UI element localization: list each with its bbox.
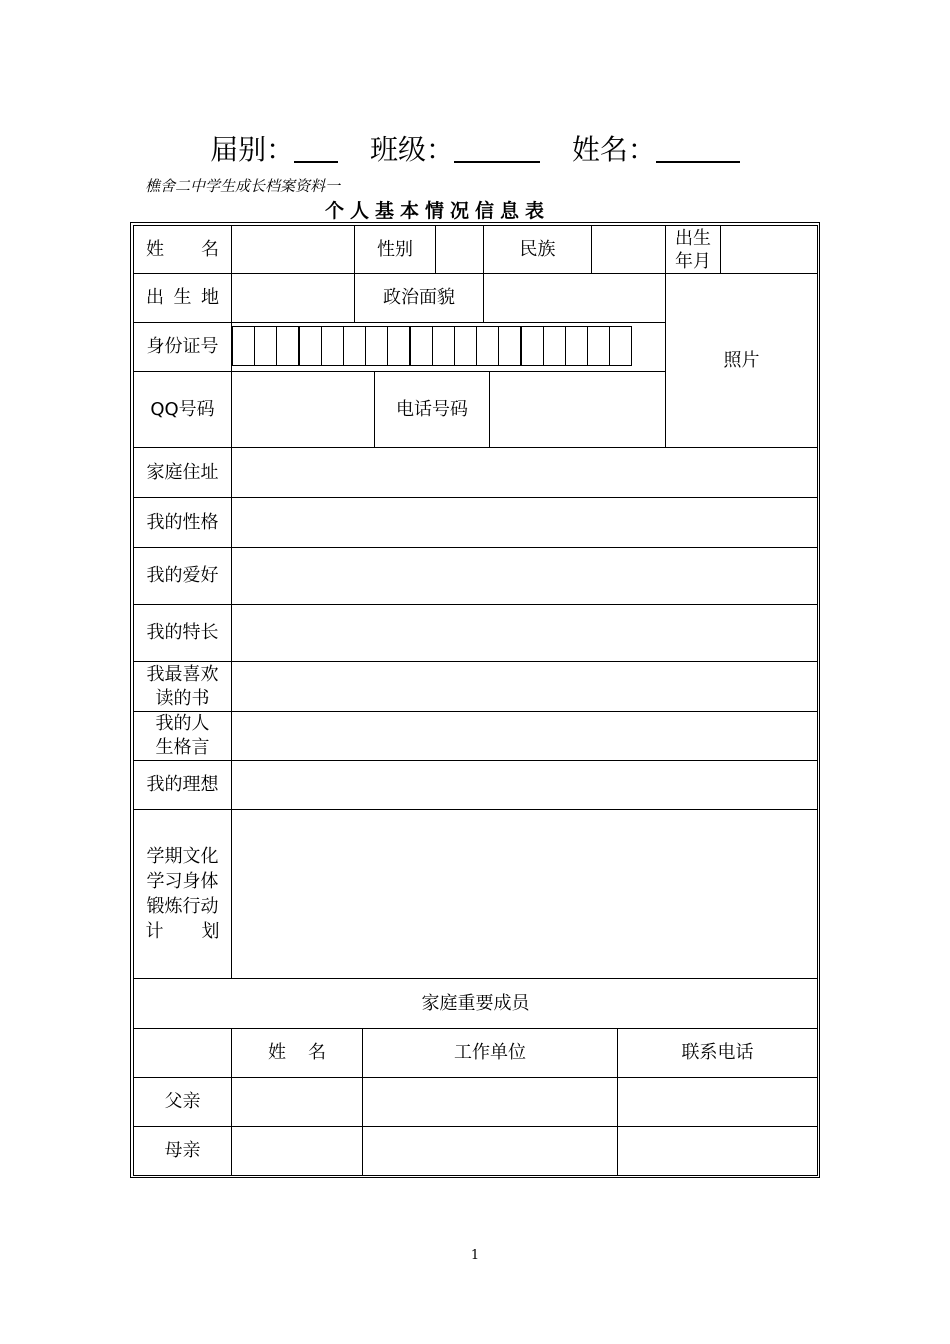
name-label-char-1: 姓 (146, 238, 164, 260)
form-title: 个人基本情况信息表 (324, 200, 550, 222)
personality-value-cell[interactable] (231, 497, 818, 548)
family-col-phone-cell (617, 1028, 818, 1078)
family-col-name-char-2: 名 (308, 1042, 326, 1063)
political-label: 政治面貌 (383, 287, 455, 308)
motto-label-cell (133, 711, 232, 761)
school-line: 樵舍二中学生成长档案资料一 (145, 177, 341, 195)
id-digit-box[interactable] (276, 326, 299, 366)
personality-label: 我的性格 (146, 511, 219, 533)
father-label: 父亲 (164, 1091, 201, 1112)
family-header-blank-cell (133, 1028, 232, 1078)
political-value-cell[interactable] (483, 273, 666, 323)
specialty-value-cell[interactable] (231, 604, 818, 662)
id-digit-box[interactable] (609, 326, 632, 366)
session-blank[interactable] (294, 131, 338, 163)
id-digit-box[interactable] (521, 326, 544, 366)
father-label-cell (133, 1077, 232, 1127)
specialty-label: 我的特长 (146, 622, 219, 643)
hobby-value-cell[interactable] (231, 547, 818, 605)
id-label-cell (133, 322, 232, 372)
birthplace-char-2: 生 (173, 287, 192, 308)
name-value-cell[interactable] (231, 225, 355, 274)
plan-label-line-2: 学习身体 (146, 871, 219, 892)
qq-label-cell (133, 371, 232, 448)
father-phone-cell[interactable] (617, 1077, 818, 1127)
id-digit-box[interactable] (587, 326, 610, 366)
family-section-title-cell (133, 978, 818, 1029)
id-digit-box[interactable] (232, 326, 255, 366)
birthplace-char-1: 出 (146, 287, 164, 308)
book-label-line-2: 读的书 (155, 687, 210, 709)
birth-value-cell[interactable] (720, 225, 818, 274)
class-blank[interactable] (454, 131, 540, 163)
id-digit-box[interactable] (543, 326, 566, 366)
mother-name-cell[interactable] (231, 1126, 363, 1176)
id-digit-box[interactable] (454, 326, 477, 366)
ethnicity-label: 民族 (519, 238, 556, 260)
ideal-label: 我的理想 (146, 774, 219, 795)
specialty-label-cell (133, 604, 232, 662)
gender-label: 性别 (377, 238, 413, 260)
address-value-cell[interactable] (231, 447, 818, 498)
qq-label: QQ号码 (150, 398, 215, 420)
birth-label-line-1: 出生 (675, 227, 711, 249)
id-digit-box[interactable] (565, 326, 588, 366)
plan-char-hua: 划 (201, 921, 220, 942)
id-digit-box[interactable] (365, 326, 388, 366)
family-col-phone: 联系电话 (681, 1042, 754, 1063)
name-label-char-2: 名 (201, 238, 219, 260)
gender-label-cell (354, 225, 436, 274)
header-line (0, 128, 950, 172)
motto-value-cell[interactable] (231, 711, 818, 761)
gender-value-cell[interactable] (435, 225, 484, 274)
birth-label-line-2: 年月 (675, 250, 711, 272)
father-work-cell[interactable] (362, 1077, 618, 1127)
id-digit-box[interactable] (410, 326, 433, 366)
name-label-cell (133, 225, 232, 274)
family-col-work-cell (362, 1028, 618, 1078)
ethnicity-value-cell[interactable] (591, 225, 666, 274)
page-number: 1 (470, 1248, 480, 1263)
mother-label: 母亲 (164, 1140, 201, 1161)
plan-label-line-1: 学期文化 (146, 846, 219, 867)
phone-label-cell (374, 371, 490, 448)
family-col-name-char-1: 姓 (268, 1042, 286, 1063)
session-label: 届别： (210, 133, 295, 166)
id-digit-box[interactable] (254, 326, 277, 366)
phone-value-cell[interactable] (489, 371, 666, 448)
birthplace-value-cell[interactable] (231, 273, 355, 323)
birth-label-cell (665, 225, 721, 274)
family-section-title: 家庭重要成员 (421, 992, 530, 1014)
hobby-label-cell (133, 547, 232, 605)
book-label-cell (133, 661, 232, 712)
book-label-line-1: 我最喜欢 (146, 663, 219, 685)
id-digit-box[interactable] (299, 326, 322, 366)
motto-label-line-1: 我的人 (155, 713, 210, 734)
plan-label-line-4 (146, 919, 220, 944)
ethnicity-label-cell (483, 225, 592, 274)
plan-value-cell[interactable] (231, 809, 818, 979)
plan-label-cell (133, 809, 232, 979)
address-label-cell (133, 447, 232, 498)
name-label: 姓名： (571, 133, 656, 166)
mother-work-cell[interactable] (362, 1126, 618, 1176)
family-col-work: 工作单位 (454, 1042, 526, 1063)
ideal-label-cell (133, 760, 232, 810)
id-digit-box[interactable] (321, 326, 344, 366)
book-value-cell[interactable] (231, 661, 818, 712)
birthplace-char-3: 地 (201, 287, 219, 308)
mother-label-cell (133, 1126, 232, 1176)
id-digit-box[interactable] (498, 326, 521, 366)
id-digit-box[interactable] (432, 326, 455, 366)
ideal-value-cell[interactable] (231, 760, 818, 810)
name-blank[interactable] (656, 131, 740, 163)
id-digit-box[interactable] (387, 326, 410, 366)
plan-label-line-3: 锻炼行动 (146, 896, 219, 917)
plan-char-ji: 计 (145, 921, 164, 942)
mother-phone-cell[interactable] (617, 1126, 818, 1176)
qq-value-cell[interactable] (231, 371, 375, 448)
hobby-label: 我的爱好 (146, 565, 219, 586)
id-digit-box[interactable] (343, 326, 366, 366)
family-col-name-cell (231, 1028, 363, 1078)
id-digit-box[interactable] (476, 326, 499, 366)
phone-label: 电话号码 (396, 398, 468, 420)
id-label: 身份证号 (146, 336, 219, 357)
photo-cell[interactable] (665, 273, 818, 448)
personality-label-cell (133, 497, 232, 548)
class-label: 班级： (369, 133, 454, 166)
photo-label: 照片 (723, 349, 760, 371)
address-label: 家庭住址 (146, 461, 219, 483)
father-name-cell[interactable] (231, 1077, 363, 1127)
birthplace-label-cell (133, 273, 232, 323)
political-label-cell (354, 273, 484, 323)
motto-label-line-2: 生格言 (155, 737, 210, 758)
